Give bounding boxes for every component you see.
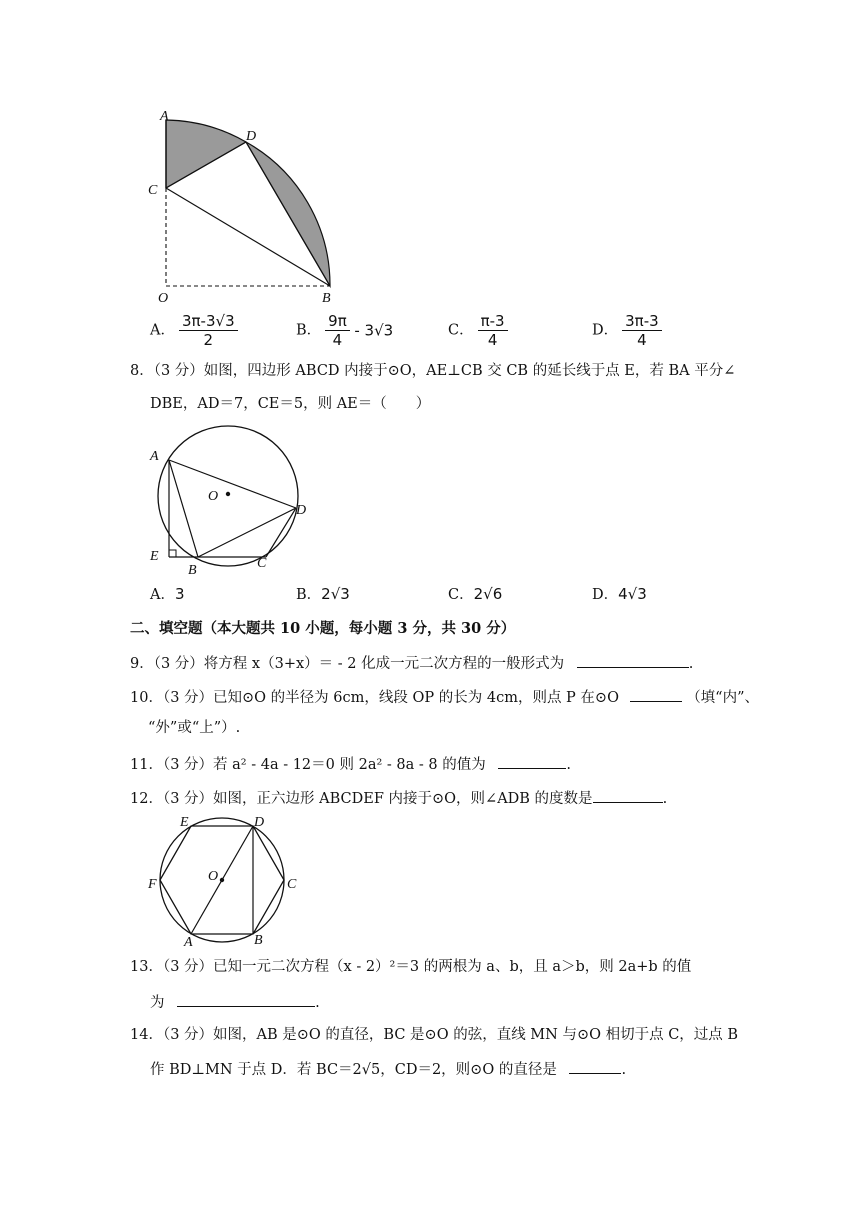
q8-option-a[interactable]: A．3 bbox=[150, 585, 185, 603]
q12-label-c: C bbox=[287, 877, 297, 892]
q13-line2 bbox=[150, 991, 320, 1013]
q13-period: . bbox=[315, 995, 320, 1011]
q12-label-b: B bbox=[254, 933, 263, 948]
q7-label-b: B bbox=[322, 291, 331, 306]
q8-label-o: O bbox=[208, 489, 219, 504]
q8-label-e: E bbox=[150, 549, 159, 564]
q14-line2 bbox=[150, 1058, 626, 1080]
q14-line1: 14．（3 分）如图，AB 是⊙O 的直径，BC 是⊙O 的弦，直线 MN 与⊙O 相切于点 C，过点 B bbox=[130, 1027, 739, 1043]
q13-line1: 13．（3 分）已知一元二次方程（x - 2）²＝3 的两根为 a、b，且 a＞b，则 2a+b 的值 bbox=[130, 959, 692, 975]
q8-line2: DBE，AD＝7，CE＝5，则 AE＝（ ） bbox=[150, 396, 431, 412]
q11-period: . bbox=[566, 757, 571, 773]
q13-text-line2: 为 bbox=[150, 995, 165, 1011]
q12-label-o: O bbox=[208, 869, 219, 884]
q9-line bbox=[130, 652, 693, 674]
q7-option-b[interactable]: B． $\frac{9\pi}{4}$ - 3√3 bbox=[296, 312, 394, 349]
q8-label-c: C bbox=[257, 556, 267, 571]
q14-period: . bbox=[621, 1062, 627, 1078]
q11-text: 11．（3 分）若 a² - 4a - 12＝0 则 2a² - 8a - 8 的值为 bbox=[130, 757, 486, 773]
q8-option-b[interactable]: B．2√3 bbox=[296, 585, 350, 603]
q12-text: 12．（3 分）如图，正六边形 ABCDEF 内接于⊙O，则∠ADB 的度数是 bbox=[130, 791, 593, 807]
q11-answer-blank[interactable] bbox=[498, 753, 566, 769]
q8-label-a: A bbox=[150, 449, 159, 464]
q10-line1 bbox=[130, 686, 759, 708]
q8-line1: 8．（3 分）如图，四边形 ABCD 内接于⊙O，AE⊥CB 交 CB 的延长线于点 E，若 BA 平分∠ bbox=[130, 363, 736, 379]
q10-answer-blank[interactable] bbox=[630, 686, 682, 702]
q10-text: 10．（3 分）已知⊙O 的半径为 6cm，线段 OP 的长为 4cm，则点 P 在⊙O bbox=[130, 690, 619, 706]
q7-options bbox=[0, 306, 860, 350]
q12-label-e: E bbox=[180, 815, 189, 830]
q7-label-o: O bbox=[158, 291, 169, 306]
q9-period: . bbox=[688, 656, 694, 672]
q14-text-line2: 作 BD⊥MN 于点 D．若 BC＝2√5，CD＝2，则⊙O 的直径是 bbox=[150, 1062, 557, 1078]
section-heading-fill-blank: 二、填空题（本大题共 10 小题，每小题 3 分，共 30 分） bbox=[130, 620, 516, 637]
q10-text-tail: （填“内”、 bbox=[686, 690, 760, 706]
q7-figure bbox=[140, 100, 360, 310]
q8-figure bbox=[140, 420, 320, 580]
q12-line bbox=[130, 787, 667, 809]
q12-period: . bbox=[662, 791, 668, 807]
q14-answer-blank[interactable] bbox=[569, 1058, 621, 1074]
q8-option-c[interactable]: C．2√6 bbox=[448, 585, 503, 603]
q12-figure bbox=[140, 810, 310, 950]
q11-line bbox=[130, 753, 571, 775]
q12-label-f: F bbox=[148, 877, 157, 892]
q12-label-d: D bbox=[254, 815, 265, 830]
q9-answer-blank[interactable] bbox=[577, 652, 689, 668]
q10-line2: “外”或“上”）. bbox=[148, 720, 241, 736]
q12-answer-blank[interactable] bbox=[593, 787, 663, 803]
q13-answer-blank[interactable] bbox=[177, 991, 315, 1007]
q7-label-a: A bbox=[160, 109, 169, 124]
q8-label-b: B bbox=[188, 563, 197, 578]
q7-label-c: C bbox=[148, 183, 158, 198]
q9-text: 9．（3 分）将方程 x（3+x）＝ - 2 化成一元二次方程的一般形式为 bbox=[130, 656, 565, 672]
q7-option-c[interactable]: C． $\frac{\pi-3}{4}$ bbox=[448, 312, 508, 349]
q8-label-d: D bbox=[296, 503, 307, 518]
q7-option-a[interactable]: A． $\frac{3\pi-3√3}{2}$ bbox=[150, 312, 238, 349]
q8-option-d[interactable]: D．4√3 bbox=[592, 585, 647, 603]
q7-option-d[interactable]: D． $\frac{3\pi-3}{4}$ bbox=[592, 312, 662, 349]
q12-label-a: A bbox=[184, 935, 193, 950]
q7-label-d: D bbox=[246, 129, 257, 144]
